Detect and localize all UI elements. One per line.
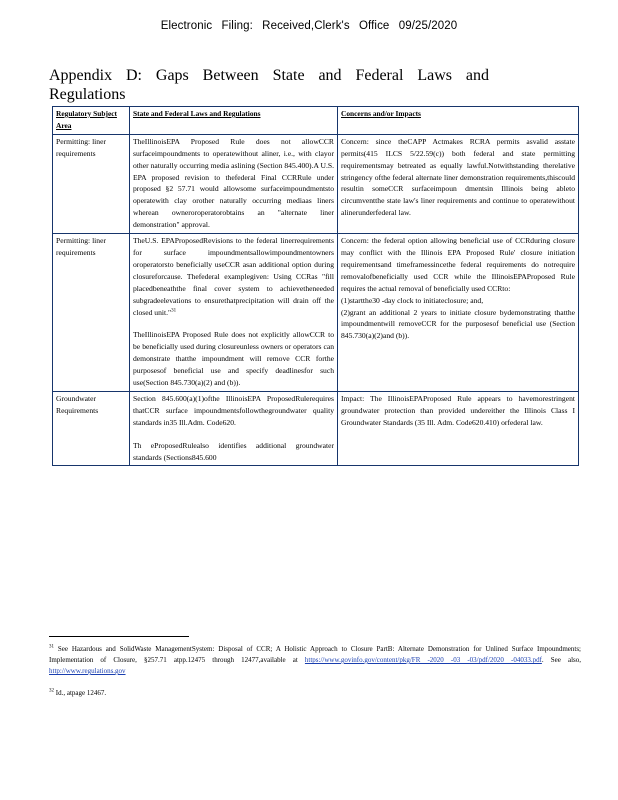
footnote-31 bbox=[49, 644, 581, 677]
header-state-federal-laws: State and Federal Laws and Regulations bbox=[130, 107, 338, 135]
row-3-area: Groundwater Requirements bbox=[53, 391, 130, 466]
footnote-32-text: Id., atpage 12467. bbox=[55, 689, 107, 697]
row-2-law-text-2: TheIllinoisEPA Proposed Rule does not explicitly allowCCR to be beneficially used during closureunless owners or operators can demonstrate thatthe impoundment will remove CCR forthe purposesof beneficial use and specify deadlinesfor such use(Section 845.730(a)(2) and (b)). bbox=[133, 330, 334, 388]
footnote-divider bbox=[49, 636, 189, 637]
row-2-concern-text-3: (2)grant an additional 2 years to initiate closure bydemonstrating thatthe impoundmentwill removeCCR for the purposesof beneficial use (Section 845.730(a)(2)and (b)). bbox=[341, 307, 575, 341]
row-2-concern bbox=[338, 234, 579, 392]
row-3-concern: Impact: The IllinoisEPAProposed Rule appears to havemorestringent groundwater protection than provided undereither the Illinois Class I Groundwater Standards (35 Ill. Adm. Code620.410) orfederal law. bbox=[338, 391, 579, 466]
page-title: Appendix D: Gaps Between State and Federal Laws and Regulations bbox=[49, 67, 489, 103]
row-2-area: Permitting: liner requirements bbox=[53, 234, 130, 392]
footnote-31-text: See Hazardous and SolidWaste ManagementSystem: Disposal of CCR; A Holistic Approach to Closure PartB: Alternate Demonstration for Unlined Surface Impoundments; Implementation of Closure, §257.71 atpp.12475 through 12477,available at bbox=[49, 645, 581, 664]
gaps-table bbox=[52, 106, 579, 466]
row-1-concern: Concern: since theCAPP Actmakes RCRA permits asvalid asstate permits(415 ILCS 5/22.59(c)) both federal and state permitting requirementsmay betreated as equally lawful.Notwithstanding therelative stringency ofthe federal alternate liner demonstration requirements,thiscould resultin someCCR surfaceimpoun dmentsin Illinois being ableto circumventthe state law's liner requirements and continue to operatewithout alinerunderfederal law. bbox=[338, 134, 579, 233]
header-concerns-impacts: Concerns and/or Impacts bbox=[338, 107, 579, 135]
footnote-31-regulations-link[interactable]: http://www.regulations.gov bbox=[49, 667, 126, 675]
header-regulatory-subject-area: Regulatory Subject Area bbox=[53, 107, 130, 135]
table-row bbox=[53, 234, 579, 392]
row-3-law-text-2: Th eProposedRulealso identifies additional groundwater standards (Sections845.600 bbox=[133, 440, 334, 462]
footnote-31-govinfo-link[interactable]: https://www.govinfo.gov/content/pkg/FR -2020 -03 -03/pdf/2020 -04033.pdf bbox=[304, 656, 542, 664]
electronic-filing-header: Electronic Filing: Received,Clerk's Office 09/25/2020 bbox=[160, 20, 458, 32]
row-2-law bbox=[130, 234, 338, 392]
footnote-32-number: 32 bbox=[49, 688, 54, 694]
row-1-law bbox=[130, 134, 338, 233]
row-2-concern-text-2: (1)startthe30 -day clock to initiateclosure; and, bbox=[341, 295, 484, 305]
row-3-law bbox=[130, 391, 338, 466]
row-2-concern-text-1: Concern: the federal option allowing beneficial use of CCRduring closure may conflict with the Illinois EPA Proposed Rule' closure initiation requirementsand timeframessincethe federal requirements do notrequire removalofbeneficially used CCR while the IllinoisEPAProposed Rule requires the actual removal of beneficially used CCRto: bbox=[341, 236, 575, 293]
row-2-law-text-1: TheU.S. EPAProposedRevisions to the federal linerrequirements for surface impoundmentsallowimpoundmentowners oroperatorsto beneficially useCCR asan additional option during closureforcause. Thefederal examplegiven: Using CCRas "fill placedbeneaththe final cover system to achievetheneeded subgradeelevations to ensurethatprecipitation will drain off the closed unit."$^{31}$ bbox=[133, 236, 334, 317]
table-header-row bbox=[53, 107, 579, 135]
table-row bbox=[53, 391, 579, 466]
footnote-31-see-also: . See also, bbox=[541, 656, 581, 664]
row-1-area: Permitting: liner requirements bbox=[53, 134, 130, 233]
row-3-law-text-1: Section 845.600(a)(1)ofthe IllinoisEPA ProposedRulerequires thatCCR surface impoundmentsfollowthegroundwater quality standards in35 Ill.Adm. Code620. bbox=[133, 393, 334, 427]
table-row bbox=[53, 134, 579, 233]
row-1-law-text: TheIllinoisEPA Proposed Rule does not allowCCR surfaceimpoundments to operatewithout aliner, i.e., with clayor other naturally occurring media aslining (Section 845.400).A U.S. EPA proposed revision to thefederal Final CCRRule under proposed §2 57.71 would allowsome surfaceimpoundmentsto operatewith clay orother naturally occurring mediaas liners wherean owneroroperatorobtains an "alternate liner demonstration" approval. bbox=[133, 136, 334, 230]
footnote-ref-31: 31 bbox=[171, 307, 177, 313]
footnote-32 bbox=[49, 688, 581, 699]
footnote-31-number: 31 bbox=[49, 644, 54, 650]
